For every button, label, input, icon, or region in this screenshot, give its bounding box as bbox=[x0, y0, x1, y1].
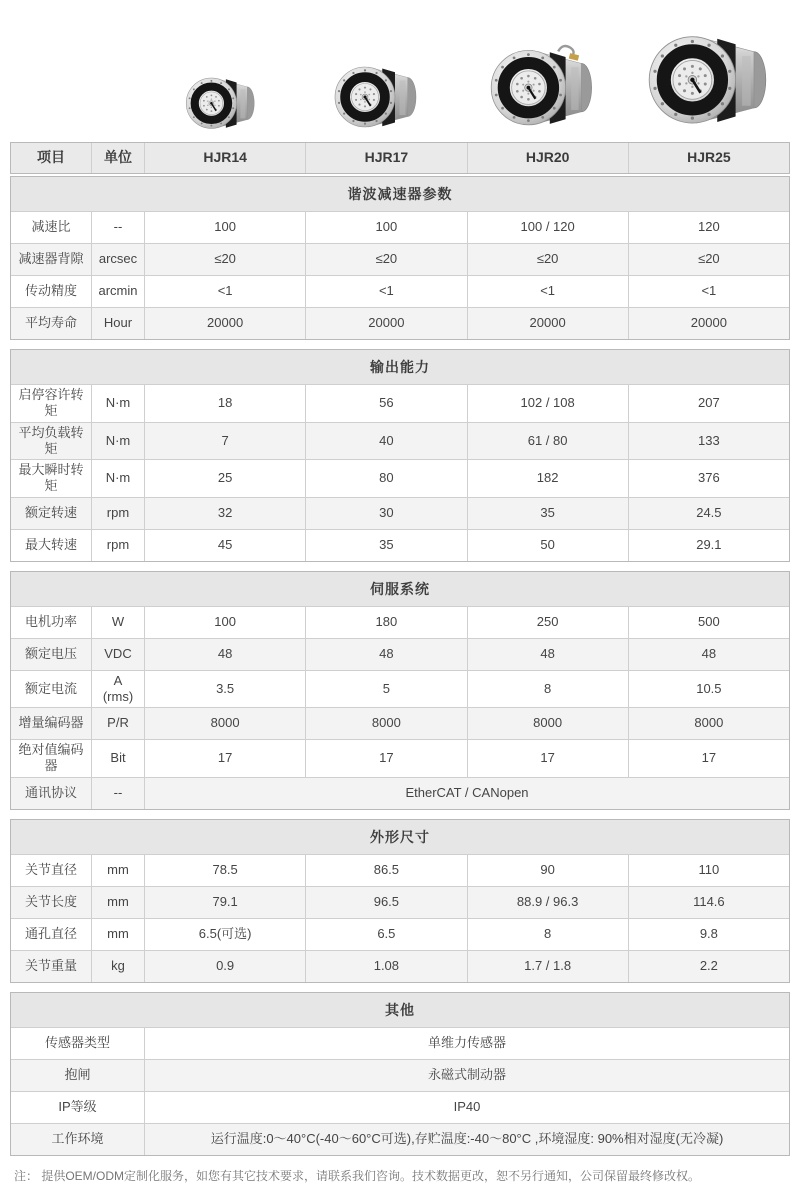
value-cell: 48 bbox=[305, 639, 466, 670]
value-cell: 96.5 bbox=[305, 887, 466, 918]
value-cell: 90 bbox=[467, 855, 628, 886]
spec-row bbox=[11, 918, 789, 950]
spec-row bbox=[11, 950, 789, 982]
spec-row bbox=[11, 459, 789, 497]
row-unit: kg bbox=[91, 951, 144, 982]
row-unit: Bit bbox=[91, 740, 144, 777]
row-label: 传感器类型 bbox=[44, 1034, 110, 1050]
value-cell: 1.7 / 1.8 bbox=[467, 951, 628, 982]
value-cell: ≤20 bbox=[305, 244, 466, 275]
row-unit: -- bbox=[91, 212, 144, 243]
value-cell: 6.5 bbox=[305, 919, 466, 950]
value-cell: 8 bbox=[467, 919, 628, 950]
spec-row bbox=[11, 1059, 789, 1091]
row-label: 增量编码器 bbox=[18, 715, 84, 731]
value-cell: 8000 bbox=[628, 708, 789, 739]
section-title: 伺服系统 bbox=[11, 572, 789, 606]
value-cell: 8000 bbox=[144, 708, 305, 739]
value-cell: 7 bbox=[144, 423, 305, 460]
value-cell: 2.2 bbox=[628, 951, 789, 982]
value-cell: 17 bbox=[628, 740, 789, 777]
value-cell: ≤20 bbox=[467, 244, 628, 275]
value-cell: 88.9 / 96.3 bbox=[467, 887, 628, 918]
spec-row bbox=[11, 854, 789, 886]
merged-value-cell: IP40 bbox=[144, 1092, 789, 1123]
value-cell: 9.8 bbox=[628, 919, 789, 950]
value-cell: 79.1 bbox=[144, 887, 305, 918]
row-label: 减速器背隙 bbox=[18, 251, 84, 267]
spec-row bbox=[11, 307, 789, 339]
spec-row bbox=[11, 606, 789, 638]
value-cell: 376 bbox=[628, 460, 789, 497]
spec-row bbox=[11, 384, 789, 422]
spec-page bbox=[0, 10, 800, 1183]
spec-row bbox=[11, 739, 789, 777]
spec-row bbox=[11, 886, 789, 918]
value-cell: 32 bbox=[144, 498, 305, 529]
section-title: 其他 bbox=[11, 993, 789, 1027]
value-cell: 250 bbox=[467, 607, 628, 638]
value-cell: 102 / 108 bbox=[467, 385, 628, 422]
row-unit: mm bbox=[91, 855, 144, 886]
value-cell: 35 bbox=[467, 498, 628, 529]
row-label: 抱闸 bbox=[64, 1066, 91, 1082]
header-model-hjr17: HJR17 bbox=[305, 143, 466, 173]
value-cell: 80 bbox=[305, 460, 466, 497]
row-label: 额定电压 bbox=[24, 645, 77, 661]
value-cell: 100 bbox=[305, 212, 466, 243]
value-cell: 100 bbox=[144, 212, 305, 243]
spec-row bbox=[11, 1123, 789, 1155]
row-label: 关节直径 bbox=[24, 861, 77, 877]
row-unit: A (rms) bbox=[91, 671, 144, 708]
value-cell: 86.5 bbox=[305, 855, 466, 886]
row-unit: arcmin bbox=[91, 276, 144, 307]
spec-row bbox=[11, 422, 789, 460]
value-cell: ≤20 bbox=[144, 244, 305, 275]
header-unit-cell: 单位 bbox=[91, 143, 144, 173]
spec-row bbox=[11, 275, 789, 307]
value-cell: 8000 bbox=[467, 708, 628, 739]
product-images-row bbox=[10, 10, 790, 142]
spec-row bbox=[11, 777, 789, 809]
value-cell: 1.08 bbox=[305, 951, 466, 982]
footer-note: 注： 提供OEM/ODM定制化服务，如您有其它技术要求，请联系我们咨询。技术数据更改，恕不另行通知，公司保留最终修改权。 bbox=[14, 1168, 701, 1183]
value-cell: ≤20 bbox=[628, 244, 789, 275]
row-label: 关节重量 bbox=[24, 957, 77, 973]
value-cell: 48 bbox=[628, 639, 789, 670]
row-label: 电机功率 bbox=[24, 613, 77, 629]
product-image-hjr14 bbox=[186, 73, 262, 136]
row-label: 额定转速 bbox=[24, 504, 77, 520]
spec-row bbox=[11, 670, 789, 708]
spec-table bbox=[10, 142, 790, 1156]
row-unit: N·m bbox=[91, 385, 144, 422]
value-cell: <1 bbox=[628, 276, 789, 307]
value-cell: 35 bbox=[305, 530, 466, 561]
value-cell: 8000 bbox=[305, 708, 466, 739]
row-unit: rpm bbox=[91, 530, 144, 561]
row-label: 平均负载转矩 bbox=[18, 424, 84, 456]
table-header-row bbox=[11, 143, 789, 173]
value-cell: 25 bbox=[144, 460, 305, 497]
value-cell: 17 bbox=[144, 740, 305, 777]
section-block bbox=[10, 176, 790, 340]
table-header-block bbox=[10, 142, 790, 174]
row-unit: -- bbox=[91, 778, 144, 809]
header-item-cell: 项目 bbox=[37, 149, 65, 166]
row-unit: mm bbox=[91, 919, 144, 950]
row-label: 平均寿命 bbox=[24, 315, 77, 331]
product-image-hjr25 bbox=[649, 28, 779, 136]
value-cell: 20000 bbox=[144, 308, 305, 339]
value-cell: 110 bbox=[628, 855, 789, 886]
value-cell: 20000 bbox=[305, 308, 466, 339]
value-cell: 20000 bbox=[467, 308, 628, 339]
spec-row bbox=[11, 707, 789, 739]
value-cell: 78.5 bbox=[144, 855, 305, 886]
value-cell: 45 bbox=[144, 530, 305, 561]
row-label: 最大瞬时转矩 bbox=[18, 462, 84, 494]
row-label: 通讯协议 bbox=[24, 784, 77, 800]
value-cell: 48 bbox=[144, 639, 305, 670]
value-cell: 120 bbox=[628, 212, 789, 243]
row-unit: VDC bbox=[91, 639, 144, 670]
row-label: 额定电流 bbox=[24, 680, 77, 696]
row-label: 通孔直径 bbox=[24, 925, 77, 941]
value-cell: 61 / 80 bbox=[467, 423, 628, 460]
merged-value-cell: 运行温度:0～40°C(-40～60°C可选),存贮温度:-40～80°C ,环境湿度: 90%相对湿度(无冷凝) bbox=[144, 1124, 789, 1155]
spec-row bbox=[11, 211, 789, 243]
value-cell: 20000 bbox=[628, 308, 789, 339]
merged-value-cell: 单维力传感器 bbox=[144, 1028, 789, 1059]
header-model-hjr20: HJR20 bbox=[467, 143, 628, 173]
row-label: 绝对值编码器 bbox=[18, 742, 84, 774]
value-cell: <1 bbox=[305, 276, 466, 307]
value-cell: 5 bbox=[305, 671, 466, 708]
row-label: 减速比 bbox=[31, 219, 71, 235]
row-unit: Hour bbox=[91, 308, 144, 339]
merged-value-cell: 永磁式制动器 bbox=[144, 1060, 789, 1091]
section-title: 外形尺寸 bbox=[11, 820, 789, 854]
row-unit: mm bbox=[91, 887, 144, 918]
spec-row bbox=[11, 243, 789, 275]
value-cell: 8 bbox=[467, 671, 628, 708]
section-title: 输出能力 bbox=[11, 350, 789, 384]
section-title: 谐波减速器参数 bbox=[11, 177, 789, 211]
value-cell: 29.1 bbox=[628, 530, 789, 561]
row-unit: W bbox=[91, 607, 144, 638]
value-cell: <1 bbox=[467, 276, 628, 307]
product-image-hjr17 bbox=[335, 61, 425, 136]
value-cell: 30 bbox=[305, 498, 466, 529]
section-block bbox=[10, 819, 790, 983]
row-unit: rpm bbox=[91, 498, 144, 529]
value-cell: 10.5 bbox=[628, 671, 789, 708]
section-block bbox=[10, 349, 790, 562]
row-unit: N·m bbox=[91, 460, 144, 497]
row-unit: arcsec bbox=[91, 244, 144, 275]
value-cell: 0.9 bbox=[144, 951, 305, 982]
value-cell: 18 bbox=[144, 385, 305, 422]
row-label: IP等级 bbox=[58, 1098, 97, 1114]
value-cell: 114.6 bbox=[628, 887, 789, 918]
value-cell: 17 bbox=[305, 740, 466, 777]
value-cell: <1 bbox=[144, 276, 305, 307]
spec-row bbox=[11, 497, 789, 529]
value-cell: 182 bbox=[467, 460, 628, 497]
row-unit: N·m bbox=[91, 423, 144, 460]
row-label: 启停容许转矩 bbox=[18, 387, 84, 419]
row-label: 最大转速 bbox=[24, 536, 77, 552]
spec-row bbox=[11, 1027, 789, 1059]
value-cell: 207 bbox=[628, 385, 789, 422]
spec-row bbox=[11, 529, 789, 561]
value-cell: 100 bbox=[144, 607, 305, 638]
product-image-hjr20 bbox=[491, 43, 603, 136]
value-cell: 56 bbox=[305, 385, 466, 422]
spec-row bbox=[11, 638, 789, 670]
merged-value-cell: EtherCAT / CANopen bbox=[144, 778, 789, 809]
value-cell: 48 bbox=[467, 639, 628, 670]
value-cell: 100 / 120 bbox=[467, 212, 628, 243]
row-label: 关节长度 bbox=[24, 893, 77, 909]
header-model-hjr25: HJR25 bbox=[628, 143, 789, 173]
row-unit: P/R bbox=[91, 708, 144, 739]
row-label: 工作环境 bbox=[51, 1130, 104, 1146]
section-block bbox=[10, 571, 790, 810]
value-cell: 24.5 bbox=[628, 498, 789, 529]
value-cell: 40 bbox=[305, 423, 466, 460]
header-model-hjr14: HJR14 bbox=[144, 143, 305, 173]
value-cell: 3.5 bbox=[144, 671, 305, 708]
value-cell: 180 bbox=[305, 607, 466, 638]
row-label: 传动精度 bbox=[24, 283, 77, 299]
value-cell: 6.5(可选) bbox=[144, 919, 305, 950]
section-block bbox=[10, 992, 790, 1156]
value-cell: 133 bbox=[628, 423, 789, 460]
value-cell: 17 bbox=[467, 740, 628, 777]
spec-row bbox=[11, 1091, 789, 1123]
value-cell: 500 bbox=[628, 607, 789, 638]
value-cell: 50 bbox=[467, 530, 628, 561]
